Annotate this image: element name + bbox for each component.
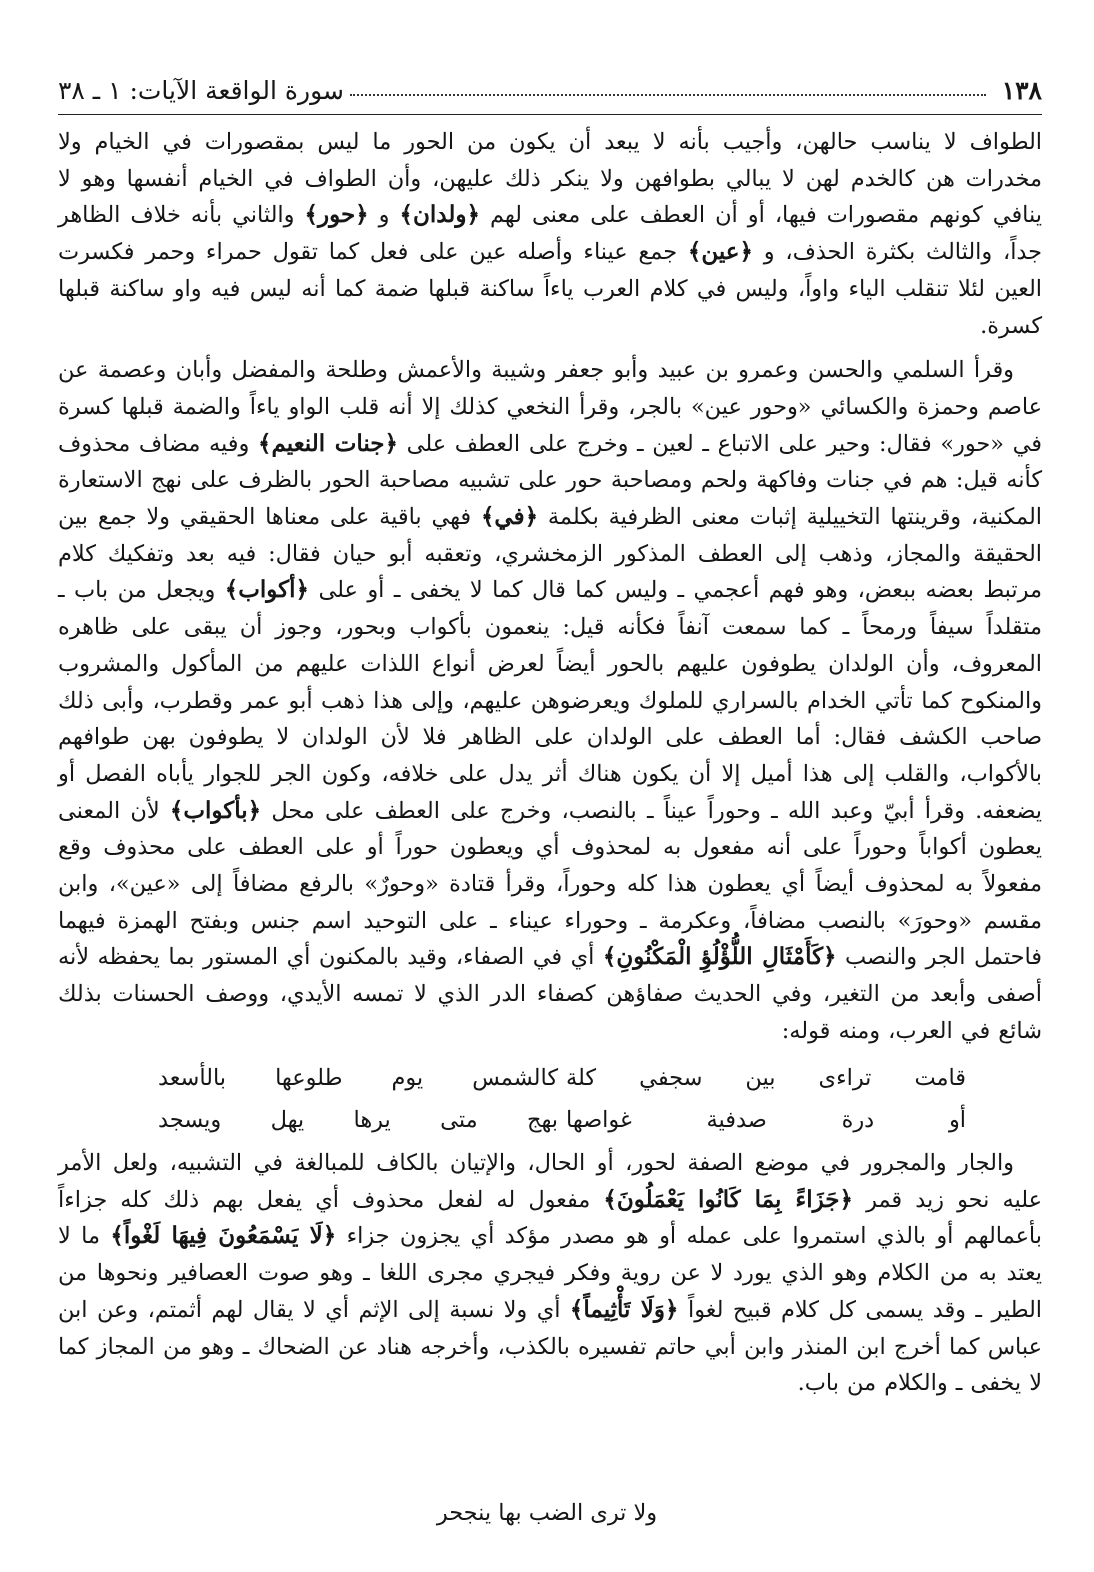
paragraph-gap [58,344,1042,352]
hemistich-first: أو درة صدفية غواصها [566,1107,966,1134]
quran-quote: ﴿جنات النعيم﴾ [257,429,398,457]
text-span: أي في الصفاء، وقيد بالمكنون أي المستور بما يحفظه لأنه أصفى وأبعد من التغير، وفي الحديث صفاؤهن كصفاء الدر الذي لا تمسه الأيدي، ووصف الحسنات بذلك شائع في العرب، ومنه قوله: [58,944,1042,1044]
text-span: وفيه مضاف محذوف كأنه قيل: هم في جنات وفاكهة ولحم ومصاحبة حور على تشبيه مصاحبة الحور بالظرف على نهج الاستعارة المكنية، وقرينتها التخييلية إثبات معنى الظرفية بكلمة [58,430,1042,531]
page-body [58,124,1042,1402]
quran-quote: ﴿لَا يَسْمَعُونَ فِيهَا لَغْواً﴾ [110,1222,337,1250]
quran-quote: ﴿حور﴾ [304,201,369,229]
header-dotted-leader [350,94,986,96]
text-span: وقرأ السلمي والحسن وعمرو بن عبيد وأبو جعفر وشيبة والأعمش وطلحة والمفضل وأبان وعصمة عن عاصم وحمزة والكسائي «وحور عين» بالجر، وقرأ النخعي كذلك إلا أنه قلب الواو ياءاً والضمة قبلها كسرة في «حور» فقال: وحير على الاتباع ـ لعين ـ وخرج على العطف على [58,357,1042,457]
text-span: والجار والمجرور في موضع الصفة لحور، أو الحال، والإتيان بالكاف للمبالغة في التشبيه، ولعل الأمر عليه نحو زيد قمر [58,1149,1042,1213]
paragraph-2 [58,352,1042,1049]
quran-quote: ﴿جَزَاءً بِمَا كَانُوا يَعْمَلُونَ﴾ [603,1185,853,1213]
text-span: فهي باقية على معناها الحقيقي ولا جمع بين الحقيقة والمجاز، وذهب إلى العطف المذكور الزمخشري، وتعقبه أبو حيان فقال: فيه بعد وتفكيك كلام مرتبط بعضه ببعض، وهو فهم أعجمي ـ وليس كما قال كما لا يخفى ـ أو على [58,504,1042,604]
text-span: ويجعل من باب ـ متقلداً سيفاً ورمحاً ـ كما سمعت آنفاً فكأنه قيل: ينعمون بأكواب وبحور، وجوز أن يبقى على ظاهره المعروف، وأن الولدان يطوفون عليهم بالحور أيضاً لعرض أنواع اللذات عليهم من المأكول والمشروب والمنكوح كما تأتي الخدام بالسراري للملوك ويعرضوهن عليهم، وإلى هذا ذهب أبو عمر وقطرب، وأبى ذلك صاحب الكشف فقال: أما العطف على الولدان على الظاهر فلا لأن الولدان لا يطوفون بهن طوافهم بالأكواب، والقلب إلى هذا أميل إلا أن يكون هناك أثر يدل على خلافه، وكون الجر للجوار يأباه الفصل أو يضعفه. وقرأ أبيّ وعبد الله ـ وحوراً عيناً ـ بالنصب، وخرج على العطف على محل [58,577,1042,824]
hemistich-second: كالشمس يوم طلوعها بالأسعد [158,1064,558,1091]
quran-quote: ﴿عين﴾ [687,238,754,266]
text-span: الطواف لا يناسب حالهن، وأجيب بأنه لا يبعد أن يكون من الحور ما ليس بمقصورات في الخيام ولا مخدرات هن كالخدم لهن لا يبالي بطوافهن ولا ينكر ذلك عليهن، وأن الطواف في الخيام أنفسها وهو لا ينافي كونهم مقصورات فيها، أو أن العطف على معنى لهم [58,129,1042,229]
text-span: ما لا يعتد به من الكلام وهو الذي يورد لا عن روية وفكر فيجري مجرى اللغا ـ وهو صوت العصافير ونحوها من الطير ـ وقد يسمى كل كلام قبيح لغواً [58,1223,1042,1323]
closing-verse-line: ولا ترى الضب بها ينجحر [436,1500,658,1526]
page-number: ١٣٨ [1001,75,1042,105]
quran-quote: ﴿وَلَا تَأْثِيماً﴾ [569,1295,679,1323]
quran-quote: ﴿بأكواب﴾ [169,796,262,824]
text-span: و [378,202,390,229]
quran-quote: ﴿ولدان﴾ [399,201,480,229]
quran-quote: ﴿كَأَمْثَالِ اللُّؤْلُؤِ الْمَكْنُونِ﴾ [602,943,837,971]
text-span: أي ولا نسبة إلى الإثم أي لا يقال لهم أثمتم، وعن ابن عباس كما أخرج ابن المنذر وابن أبي حاتم تفسيره بالكذب، وأخرجه هناد عن الضحاك ـ وهو من المجاز كما لا يخفى ـ والكلام من باب. [58,1296,1042,1397]
poem-verse-1 [58,1060,1042,1097]
poem-verse-2 [58,1102,1042,1139]
text-span: مفعول له لفعل محذوف أي يفعل بهم ذلك كله جزاءاً بأعمالهم أو بالذي استمروا على عمله أو هو مصدر مؤكد أي يجزون جزاء [58,1186,1042,1250]
text-span: جمع عيناء وأصله عين على فعل كما تقول حمراء وحمر فكسرت العين لئلا تنقلب الياء واواً، وليس في كلام العرب ياءاً ساكنة قبلها ضمة كما أنه ليس فيه واو ساكنة قبلها كسرة. [58,239,1042,339]
text-span: والثاني بأنه خلاف الظاهر جداً، والثالث بكثرة الحذف، و [58,202,1043,266]
page-header [58,70,1042,110]
quran-quote: ﴿أكواب﴾ [224,576,309,604]
text-span: لأن المعنى يعطون أكواباً وحوراً على أنه مفعول به لمحذوف أي ويعطون حوراً أو على العطف على محذوف وقع مفعولاً به لمحذوف أيضاً أي يعطون هذا كله وحوراً، وقرأ قتادة «وحورٌ» بالرفع مضافاً إلى «عين»، وابن مقسم «وحورَ» بالنصب مضافاً، وعكرمة ـ وحوراء عيناء ـ على التوحيد اسم جنس وبفتح الهمزة فيهما فاحتمل الجر والنصب [58,797,1042,971]
hemistich-first: قامت تراءى بين سجفي كلة [566,1064,966,1091]
quran-quote: ﴿في﴾ [480,503,539,531]
hemistich-second: بهج متى يرها يهل ويسجد [158,1107,558,1134]
header-rule [58,114,1042,115]
paragraph-1 [58,124,1042,344]
paragraph-3 [58,1145,1042,1402]
running-title: سورة الواقعة الآيات: ١ ـ ٣٨ [58,75,344,105]
